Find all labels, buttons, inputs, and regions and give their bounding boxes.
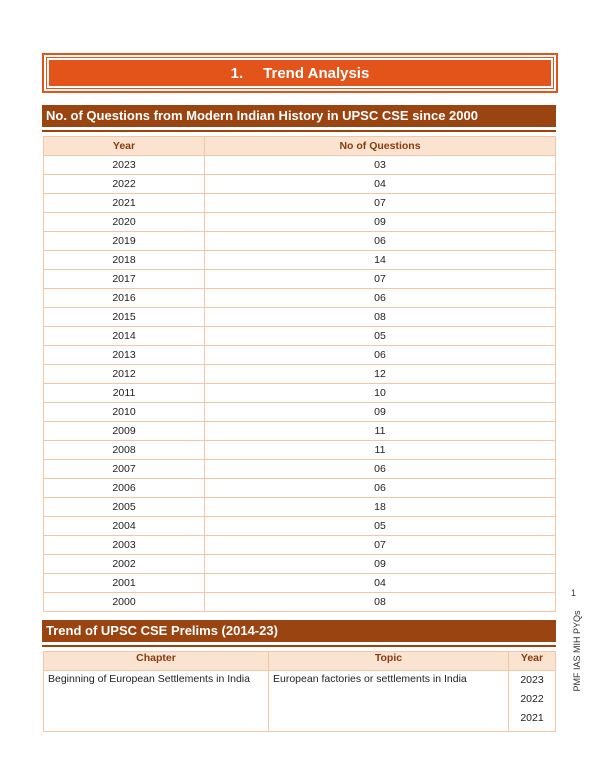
year-cell: 2001 — [44, 574, 205, 593]
year-entry: 2022 — [520, 693, 544, 705]
year-cell: 2009 — [44, 422, 205, 441]
question-count-cell: 05 — [205, 517, 556, 536]
chapter-banner-inner — [47, 58, 553, 88]
chapter-cell: Beginning of European Settlements in India — [44, 671, 269, 732]
question-count-cell: 09 — [205, 555, 556, 574]
year-cell: 2023 — [44, 156, 205, 175]
year-cell: 2005 — [44, 498, 205, 517]
question-count-cell: 08 — [205, 308, 556, 327]
table-row — [44, 479, 556, 498]
question-count-cell: 04 — [205, 175, 556, 194]
year-column-header: Year — [509, 652, 556, 671]
question-count-cell: 06 — [205, 346, 556, 365]
prelims-table-body — [44, 671, 556, 732]
table-row — [44, 536, 556, 555]
year-cell: 2022 — [44, 175, 205, 194]
year-cell: 2020 — [44, 213, 205, 232]
table-row — [44, 555, 556, 574]
table-header-row — [44, 652, 556, 671]
table-row — [44, 251, 556, 270]
side-label — [571, 596, 583, 706]
table-row — [44, 422, 556, 441]
question-count-cell: 07 — [205, 536, 556, 555]
chapter-banner — [42, 53, 558, 93]
year-cell: 2012 — [44, 365, 205, 384]
year-cell: 2015 — [44, 308, 205, 327]
table-row — [44, 593, 556, 612]
year-cell: 2008 — [44, 441, 205, 460]
question-count-cell: 18 — [205, 498, 556, 517]
prelims-trend-table — [43, 651, 556, 732]
table-row — [44, 232, 556, 251]
question-count-cell: 09 — [205, 403, 556, 422]
question-count-cell: 14 — [205, 251, 556, 270]
table-row — [44, 156, 556, 175]
page-number: 1 — [571, 588, 577, 598]
question-count-cell: 07 — [205, 270, 556, 289]
question-count-cell: 09 — [205, 213, 556, 232]
side-label-text: PMF IAS MIH PYQs — [572, 610, 582, 692]
chapter-title: Trend Analysis — [263, 64, 370, 82]
year-entry: 2021 — [520, 712, 544, 724]
table-row — [44, 346, 556, 365]
year-cell: 2013 — [44, 346, 205, 365]
table-row — [44, 460, 556, 479]
years-cell — [509, 671, 556, 732]
chapter-number: 1. — [230, 64, 244, 82]
year-cell: 2006 — [44, 479, 205, 498]
question-count-cell: 10 — [205, 384, 556, 403]
topic-column-header: Topic — [269, 652, 509, 671]
question-count-cell: 06 — [205, 479, 556, 498]
table-row — [44, 365, 556, 384]
year-cell: 2021 — [44, 194, 205, 213]
year-cell: 2011 — [44, 384, 205, 403]
year-cell: 2007 — [44, 460, 205, 479]
questions-by-year-table — [43, 136, 556, 612]
question-count-cell: 11 — [205, 441, 556, 460]
question-count-cell: 08 — [205, 593, 556, 612]
table-header-row — [44, 137, 556, 156]
year-column-header: Year — [44, 137, 205, 156]
table-row — [44, 441, 556, 460]
year-entry: 2023 — [520, 674, 544, 686]
year-cell: 2017 — [44, 270, 205, 289]
question-count-cell: 07 — [205, 194, 556, 213]
year-cell: 2004 — [44, 517, 205, 536]
table-row — [44, 308, 556, 327]
year-cell: 2010 — [44, 403, 205, 422]
section-title-prelims-trend: Trend of UPSC CSE Prelims (2014-23) — [42, 620, 556, 642]
table-row — [44, 213, 556, 232]
chapter-column-header: Chapter — [44, 652, 269, 671]
questions-table-body — [44, 156, 556, 612]
table-row — [44, 498, 556, 517]
year-cell: 2019 — [44, 232, 205, 251]
year-cell: 2016 — [44, 289, 205, 308]
year-cell: 2000 — [44, 593, 205, 612]
table-row — [44, 671, 556, 732]
table-row — [44, 517, 556, 536]
year-cell: 2014 — [44, 327, 205, 346]
year-cell: 2003 — [44, 536, 205, 555]
question-count-cell: 06 — [205, 460, 556, 479]
section-title-questions: No. of Questions from Modern Indian History in UPSC CSE since 2000 — [42, 105, 556, 127]
year-cell: 2018 — [44, 251, 205, 270]
question-count-cell: 06 — [205, 232, 556, 251]
table-row — [44, 194, 556, 213]
table-row — [44, 574, 556, 593]
table-row — [44, 384, 556, 403]
topic-cell: European factories or settlements in India — [269, 671, 509, 732]
question-count-cell: 03 — [205, 156, 556, 175]
table-row — [44, 403, 556, 422]
table-row — [44, 175, 556, 194]
year-cell: 2002 — [44, 555, 205, 574]
question-count-cell: 12 — [205, 365, 556, 384]
question-count-cell: 04 — [205, 574, 556, 593]
question-count-cell: 11 — [205, 422, 556, 441]
question-count-cell: 06 — [205, 289, 556, 308]
table-row — [44, 289, 556, 308]
table-row — [44, 327, 556, 346]
question-count-cell: 05 — [205, 327, 556, 346]
table-row — [44, 270, 556, 289]
count-column-header: No of Questions — [205, 137, 556, 156]
